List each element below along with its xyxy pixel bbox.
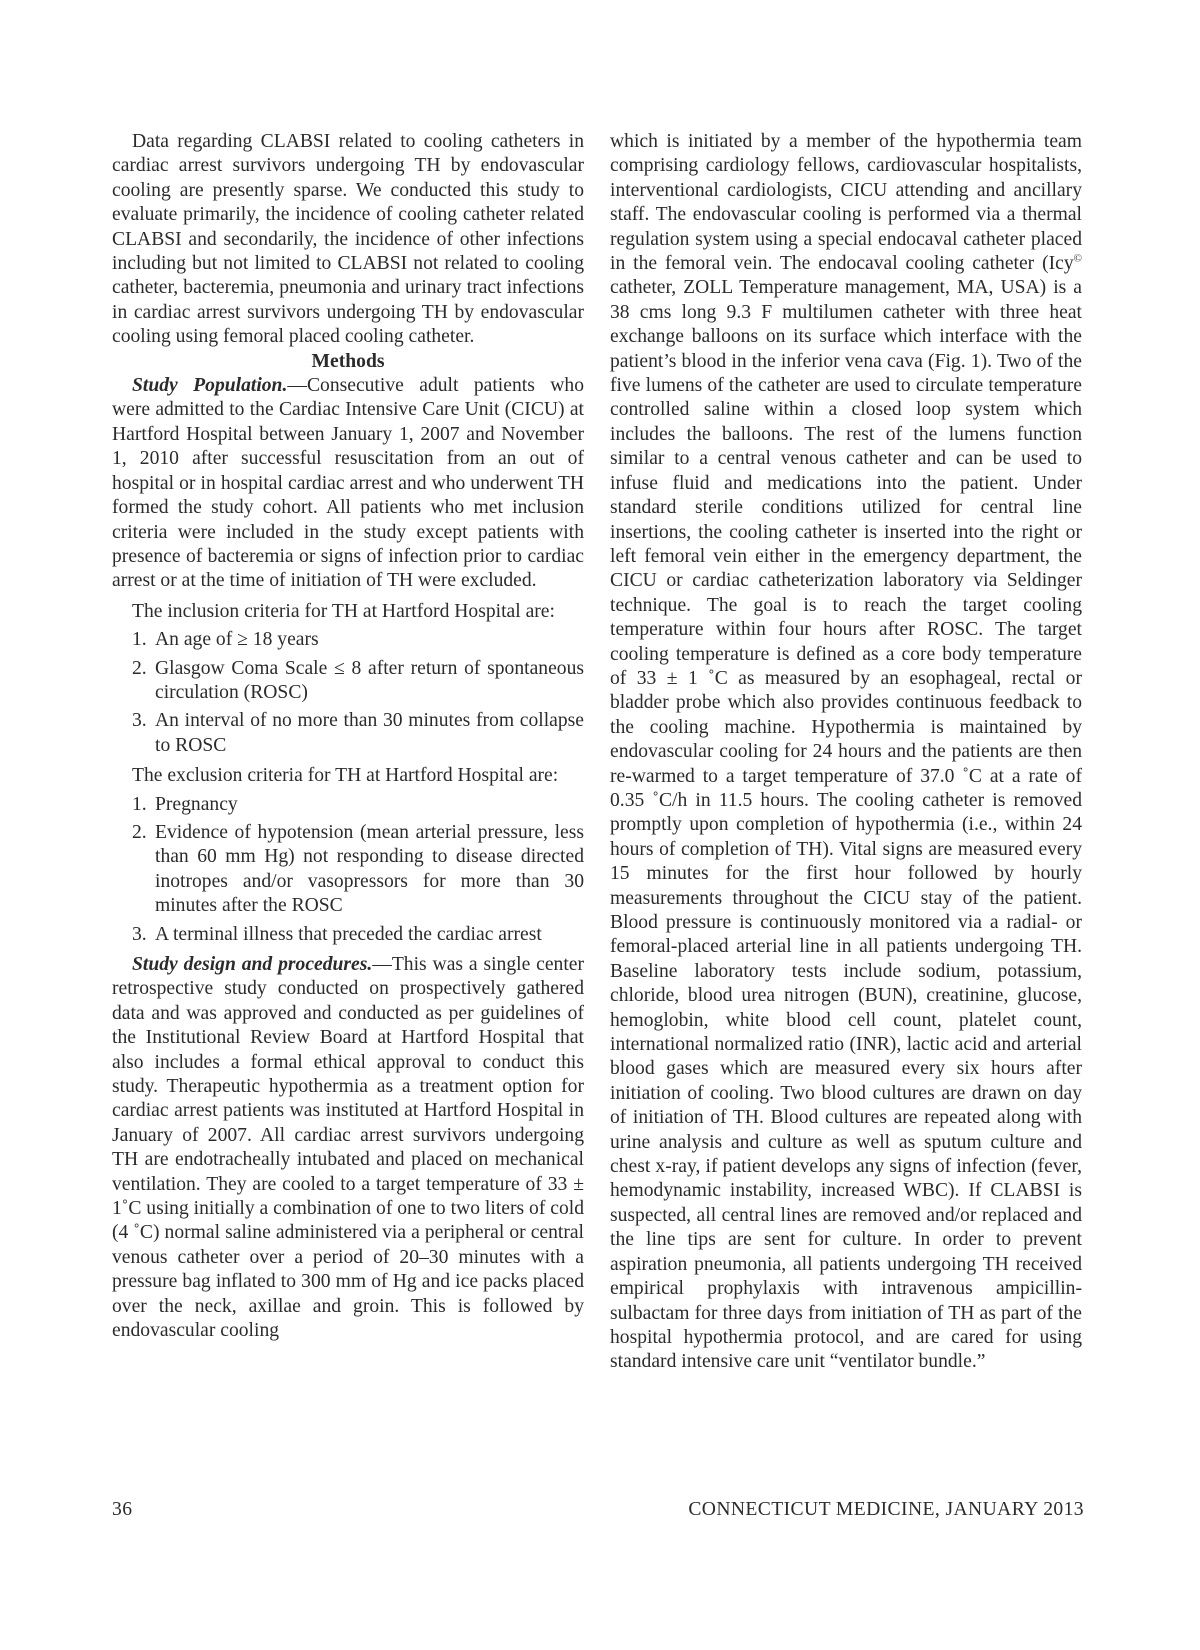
copyright-superscript: © — [1073, 252, 1082, 265]
right-column — [610, 130, 1082, 1375]
list-item — [112, 657, 584, 706]
inclusion-intro: The inclusion criteria for TH at Hartford Hospital are: — [132, 600, 555, 622]
study-population-runin: Study Population. — [132, 375, 288, 397]
list-number: 3. — [132, 710, 147, 732]
journal-footer: CONNECTICUT MEDICINE, JANUARY 2013 — [688, 1499, 1084, 1520]
list-number: 3. — [132, 923, 147, 945]
list-item — [112, 628, 584, 652]
continued-text-a: which is initiated by a member of the hypothermia team comprising cardiology fellows, cardiovascular hospitalists, interventional cardiologists, CICU attending and ancillary staff. The endovascular cooling is performed via a thermal regulation system using a special endocaval catheter placed in the femoral vein. The endocaval cooling catheter (Icy — [610, 131, 1082, 275]
list-text: Evidence of hypotension (mean arterial pressure, less than 60 mm Hg) not responding to disease directed inotropes and/or vasopressors for more than 30 minutes after the ROSC — [155, 821, 584, 917]
continued-paragraph — [610, 130, 1082, 1375]
study-design-paragraph — [112, 953, 584, 1344]
study-design-runin: Study design and procedures. — [132, 954, 373, 975]
list-item — [112, 923, 584, 947]
list-text: Pregnancy — [155, 793, 238, 815]
continued-text-b: catheter, ZOLL Temperature management, MA, USA) is a 38 cms long 9.3 F multilumen catheter with three heat exchange balloons on its surface which interface with the patient’s blood in the inferior vena cava (Fig. 1). Two of the five lumens of the catheter are used to circulate temperature controlled saline within a closed loop system which includes the balloons. The rest of the lumens function similar to a central venous catheter and can be used to infuse fluid and medications into the patient. Under standard sterile conditions utilized for central line insertions, the cooling catheter is inserted into the right or left femoral vein either in the emergency department, the CICU or cardiac catheterization laboratory via Seldinger technique. The goal is to reach the target cooling temperature within four hours after ROSC. The target cooling temperature is defined as a core body temperature of 33 ± 1 ˚C as measured by an esophageal, rectal or bladder probe which also provides continuous feedback to the cooling machine. Hypothermia is maintained by endovascular cooling for 24 hours and the patients are then re-warmed to a target temperature of 37.0 ˚C at a rate of 0.35 ˚C/h in 11.5 hours. The cooling catheter is removed promptly upon completion of hypothermia (i.e., within 24 hours of completion of TH). Vital signs are measured every 15 minutes for the first hour followed by hourly measurements throughout the CICU stay of the patient. Blood pressure is continuously monitored via a radial- or femoral-placed arterial line in all patients undergoing TH. Baseline laboratory tests include sodium, potassium, chloride, blood urea nitrogen (BUN), creatinine, glucose, hemoglobin, white blood cell count, platelet count, international normalized ratio (INR), lactic acid and arterial blood gases which are measured every six hours after initiation of cooling. Two blood cultures are drawn on day of initiation of TH. Blood cultures are repeated along with urine analysis and culture as well as sputum culture and chest x-ray, if patient develops any signs of infection (fever, hemodynamic instability, increased WBC). If CLABSI is suspected, all central lines are removed and/or replaced and the line tips are sent for culture. In order to prevent aspiration pneumonia, all patients undergoing TH received empirical prophylaxis with intravenous ampicillin-sulbactam for three days from initiation of TH as part of the hospital hypothermia protocol, and are cared for using standard intensive care unit “ventilator bundle.” — [610, 277, 1082, 1373]
intro-paragraph: Data regarding CLABSI related to cooling catheters in cardiac arrest survivors undergoing TH by endovascular cooling are presently sparse. We conducted this study to evaluate primarily, the incidence of cooling catheter related CLABSI and secondarily, the incidence of other infections including but not limited to CLABSI not related to cooling catheter, bacteremia, pneumonia and urinary tract infections in cardiac arrest survivors undergoing TH by endovascular cooling using femoral placed cooling catheter. — [112, 131, 584, 348]
list-text: An age of ≥ 18 years — [155, 629, 319, 651]
list-number: 2. — [132, 821, 147, 843]
inclusion-list — [112, 628, 584, 758]
list-number: 1. — [132, 629, 147, 651]
list-number: 1. — [132, 793, 147, 815]
list-text: Glasgow Coma Scale ≤ 8 after return of spontaneous circulation (ROSC) — [155, 657, 584, 703]
exclusion-intro: The exclusion criteria for TH at Hartford Hospital are: — [132, 765, 559, 787]
methods-heading: Methods — [311, 350, 385, 372]
study-population-paragraph — [112, 374, 584, 594]
exclusion-list — [112, 793, 584, 947]
left-column — [112, 130, 584, 1344]
study-design-text: —This was a single center retrospective study conducted on prospectively gathered data and was approved and conducted as per guidelines of the Institutional Review Board at Hartford Hospital that also includes a formal ethical approval to conduct this study. Therapeutic hypothermia as a treatment option for cardiac arrest patients was instituted at Hartford Hospital in January of 2007. All cardiac arrest survivors undergoing TH are endotracheally intubated and placed on mechanical ventilation. They are cooled to a target temperature of 33 ± 1˚C using initially a combination of one to two liters of cold (4 ˚C) normal saline administered via a peripheral or central venous catheter over a period of 20–30 minutes with a pressure bag inflated to 300 mm of Hg and ice packs placed over the neck, axillae and groin. This is followed by endovascular cooling — [112, 954, 584, 1342]
list-item — [112, 821, 584, 919]
list-text: A terminal illness that preceded the cardiac arrest — [155, 923, 542, 945]
list-text: An interval of no more than 30 minutes from collapse to ROSC — [155, 710, 584, 756]
list-item — [112, 709, 584, 758]
list-number: 2. — [132, 657, 147, 679]
page-number: 36 — [112, 1499, 133, 1520]
list-item — [112, 793, 584, 817]
study-population-text: —Consecutive adult patients who were admitted to the Cardiac Intensive Care Unit (CICU) at Hartford Hospital between January 1, 2007 and November 1, 2010 after successful resuscitation from an out of hospital or in hospital cardiac arrest and who underwent TH formed the study cohort. All patients who met inclusion criteria were included in the study except patients with presence of bacteremia or signs of infection prior to cardiac arrest or at the time of initiation of TH were excluded. — [112, 375, 585, 592]
